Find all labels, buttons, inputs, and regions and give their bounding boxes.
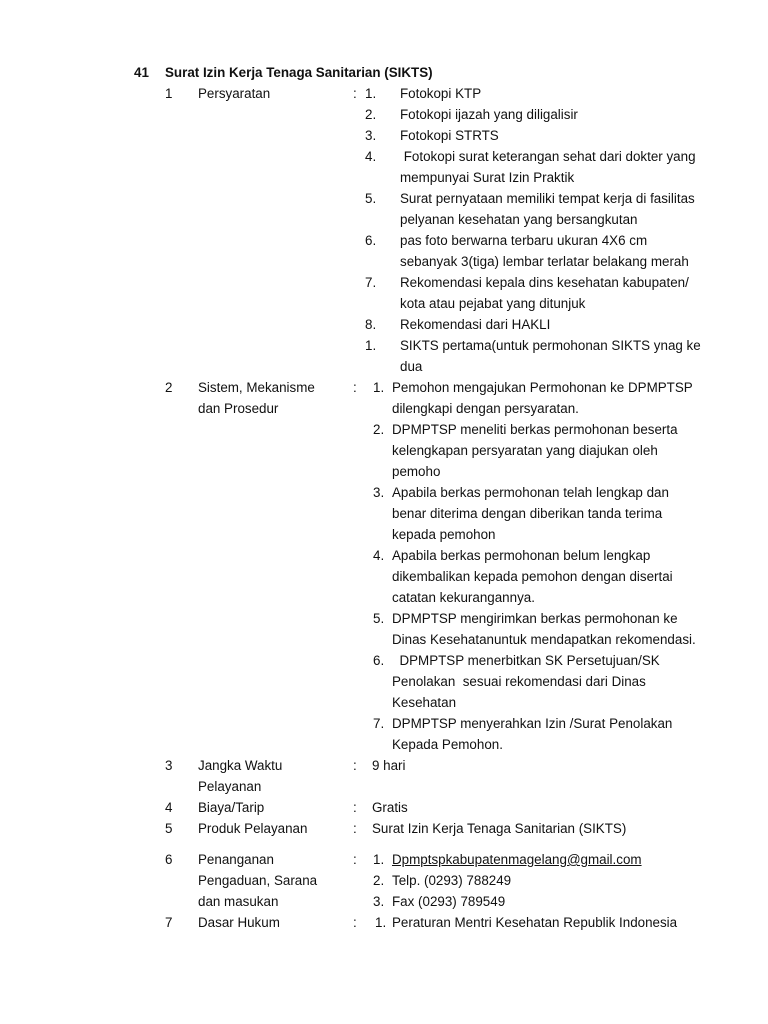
section-number: 41 <box>134 65 149 80</box>
list-number: 1. <box>373 380 385 395</box>
list-item-text: benar diterima dengan diberikan tanda terima <box>392 506 663 521</box>
list-item-text: dikembalikan kepada pemohon dengan disertai <box>392 569 673 584</box>
list-item-text: Fotokopi KTP <box>400 86 482 101</box>
list-number: 1. <box>365 338 377 353</box>
list-item-text: catatan kekurangannya. <box>392 590 535 605</box>
list-item-text: DPMPTSP menerbitkan SK Persetujuan/SK <box>392 653 660 668</box>
list-item-text: Apabila berkas permohonan belum lengkap <box>392 548 651 563</box>
list-item-text: Fotokopi ijazah yang diligalisir <box>400 107 578 122</box>
list-number: 2. <box>365 107 377 122</box>
list-item-text: Fotokopi STRTS <box>400 128 499 143</box>
list-item-text: Peraturan Mentri Kesehatan Republik Indonesia <box>392 915 678 930</box>
phone-text: Telp. (0293) 788249 <box>392 873 512 888</box>
row-label: Pengaduan, Sarana <box>198 873 318 888</box>
row-label: Penanganan <box>198 852 274 867</box>
section-title: Surat Izin Kerja Tenaga Sanitarian (SIKTS) <box>165 65 433 80</box>
list-number: 5. <box>365 191 377 206</box>
list-item-text: dua <box>400 359 423 374</box>
row-label: Sistem, Mekanisme <box>198 380 315 395</box>
list-item-text: Dinas Kesehatanuntuk mendapatkan rekomendasi. <box>392 632 696 647</box>
list-number: 7. <box>365 275 377 290</box>
list-item-text: SIKTS pertama(untuk permohonan SIKTS ynag ke <box>400 338 701 353</box>
list-item-text: Pemohon mengajukan Permohonan ke DPMPTSP <box>392 380 693 395</box>
row-colon: : <box>353 915 357 930</box>
list-item-text: DPMPTSP mengirimkan berkas permohonan ke <box>392 611 678 626</box>
row-label: Pelayanan <box>198 779 262 794</box>
list-item-text: Kepada Pemohon. <box>392 737 503 752</box>
list-number: 3. <box>373 485 385 500</box>
list-number: 2. <box>373 422 385 437</box>
list-number: 5. <box>373 611 385 626</box>
list-item-text: pas foto berwarna terbaru ukuran 4X6 cm <box>400 233 648 248</box>
list-number: 6. <box>373 653 385 668</box>
list-number: 4. <box>365 149 377 164</box>
row-number: 5 <box>165 821 173 836</box>
row-number: 2 <box>165 380 173 395</box>
row-label: Produk Pelayanan <box>198 821 308 836</box>
list-item-text: Surat pernyataan memiliki tempat kerja di fasilitas <box>400 191 695 206</box>
row-colon: : <box>353 86 357 101</box>
list-number: 7. <box>373 716 385 731</box>
list-item-text: mempunyai Surat Izin Praktik <box>400 170 575 185</box>
row-colon: : <box>353 800 357 815</box>
row-label: dan Prosedur <box>198 401 279 416</box>
row-colon: : <box>353 852 357 867</box>
list-number: 4. <box>373 548 385 563</box>
list-item-text: pelyanan kesehatan yang bersangkutan <box>400 212 638 227</box>
list-number: 3. <box>365 128 377 143</box>
row-label: Biaya/Tarip <box>198 800 265 815</box>
list-number: 8. <box>365 317 377 332</box>
row-number: 1 <box>165 86 173 101</box>
row-colon: : <box>353 758 357 773</box>
list-item-text: dilengkapi dengan persyaratan. <box>392 401 579 416</box>
list-item-text: kelengkapan persyaratan yang diajukan oleh <box>392 443 658 458</box>
list-number: 2. <box>373 873 385 888</box>
fax-text: Fax (0293) 789549 <box>392 894 506 909</box>
list-item-text: Rekomendasi kepala dins kesehatan kabupaten/ <box>400 275 689 290</box>
row-value: Gratis <box>372 800 408 815</box>
row-value: Surat Izin Kerja Tenaga Sanitarian (SIKTS) <box>372 821 627 836</box>
list-item-text: Kesehatan <box>392 695 457 710</box>
row-label: Dasar Hukum <box>198 915 280 930</box>
row-number: 4 <box>165 800 173 815</box>
list-item-text: kepada pemohon <box>392 527 496 542</box>
list-number: 1. <box>375 915 387 930</box>
row-number: 7 <box>165 915 173 930</box>
list-item-text: DPMPTSP meneliti berkas permohonan beserta <box>392 422 678 437</box>
list-number: 3. <box>373 894 385 909</box>
list-item-text: DPMPTSP menyerahkan Izin /Surat Penolakan <box>392 716 673 731</box>
list-item-text: Apabila berkas permohonan telah lengkap dan <box>392 485 669 500</box>
list-number: 1. <box>365 86 377 101</box>
row-number: 6 <box>165 852 173 867</box>
email-link[interactable]: Dpmptspkabupatenmagelang@gmail.com <box>392 852 642 867</box>
row-colon: : <box>353 380 357 395</box>
row-value: 9 hari <box>372 758 406 773</box>
list-item-text: Rekomendasi dari HAKLI <box>400 317 551 332</box>
list-item-text: kota atau pejabat yang ditunjuk <box>400 296 586 311</box>
row-label: Jangka Waktu <box>198 758 283 773</box>
list-item-text: Penolakan sesuai rekomendasi dari Dinas <box>392 674 646 689</box>
row-label: Persyaratan <box>198 86 271 101</box>
list-number: 1. <box>373 852 385 867</box>
row-number: 3 <box>165 758 173 773</box>
list-number: 6. <box>365 233 377 248</box>
list-item-text: sebanyak 3(tiga) lembar terlatar belakang merah <box>400 254 689 269</box>
list-item-text: Fotokopi surat keterangan sehat dari dokter yang <box>400 149 696 164</box>
row-colon: : <box>353 821 357 836</box>
list-item-text: pemoho <box>392 464 441 479</box>
row-label: dan masukan <box>198 894 279 909</box>
